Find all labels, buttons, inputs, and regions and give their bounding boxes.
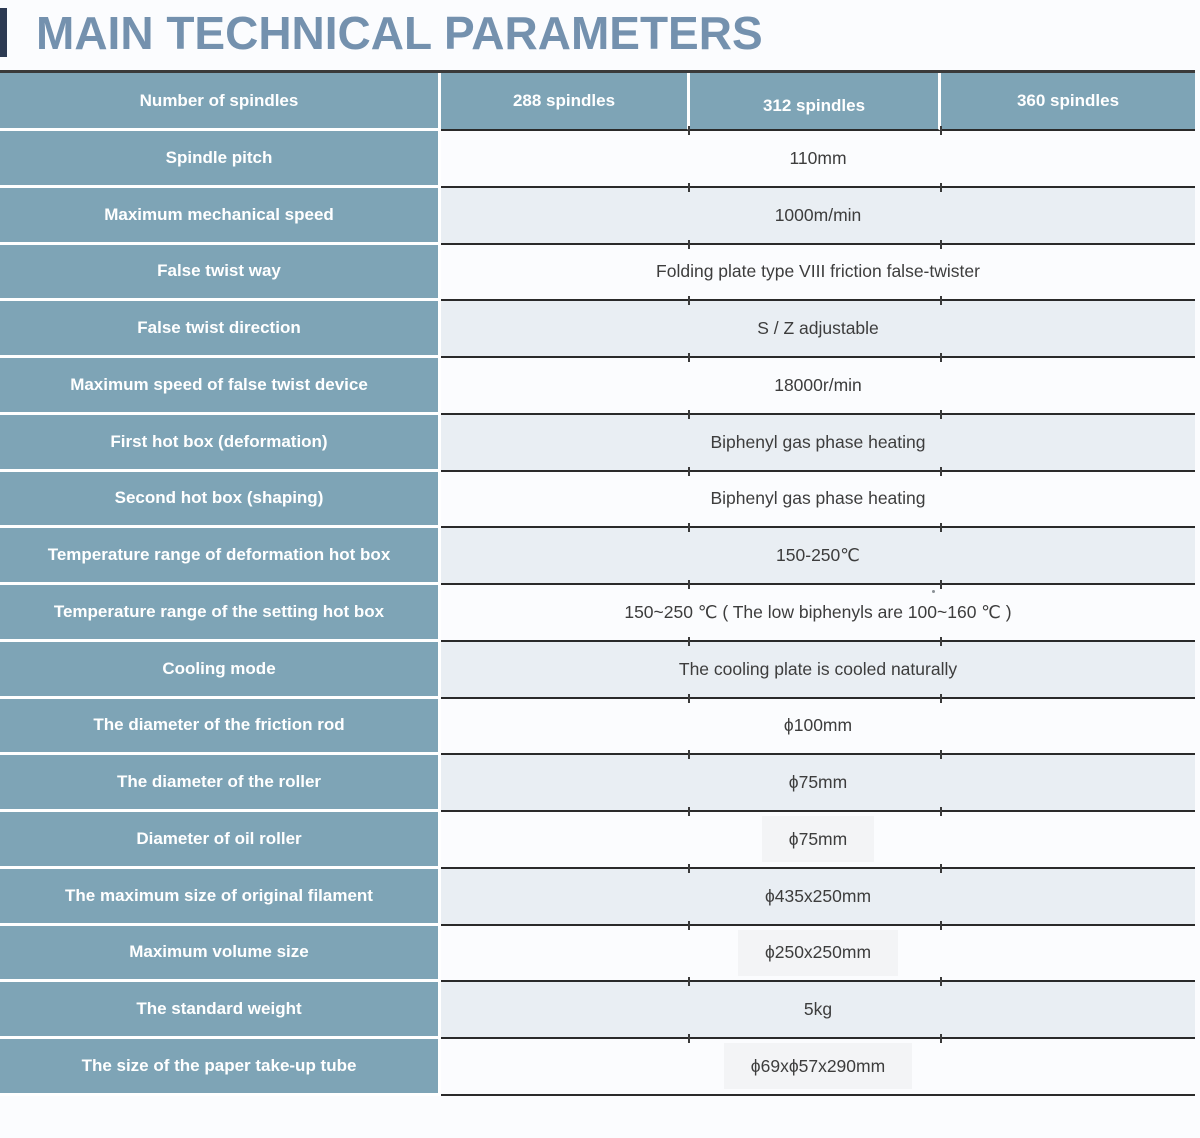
table-row: [0, 188, 1195, 245]
row-value: 5kg: [441, 982, 1195, 1039]
row-label: Cooling mode: [0, 642, 441, 699]
row-value: 18000r/min: [441, 358, 1195, 415]
row-value: S / Z adjustable: [441, 301, 1195, 358]
row-value: [441, 926, 1195, 983]
row-label: Spindle pitch: [0, 131, 441, 188]
row-value: 150-250℃: [441, 528, 1195, 585]
table-body: [0, 131, 1195, 1096]
parameters-table: [0, 70, 1195, 1096]
row-label: Maximum speed of false twist device: [0, 358, 441, 415]
table-row: [0, 358, 1195, 415]
value-highlight-box: ϕ75mm: [762, 816, 874, 862]
row-label: Second hot box (shaping): [0, 472, 441, 529]
row-label: The maximum size of original filament: [0, 869, 441, 926]
table-row: [0, 301, 1195, 358]
table-row: [0, 472, 1195, 529]
row-value: 150~250 ℃ ( The low biphenyls are 100~160 ℃ ): [441, 585, 1195, 642]
row-label: The diameter of the roller: [0, 755, 441, 812]
row-value: 1000m/min: [441, 188, 1195, 245]
page-title: MAIN TECHNICAL PARAMETERS: [36, 7, 763, 59]
row-label: The diameter of the friction rod: [0, 699, 441, 756]
row-value: ϕ435x250mm: [441, 869, 1195, 926]
table-row: [0, 528, 1195, 585]
title-accent-bar: [0, 8, 7, 57]
table-row: [0, 585, 1195, 642]
table-header-row: [0, 73, 1195, 131]
value-highlight-box: ϕ69xϕ57x290mm: [724, 1043, 912, 1089]
table-row: [0, 982, 1195, 1039]
header-cell-312-spindles: [690, 73, 941, 131]
value-highlight-box: ϕ250x250mm: [738, 930, 898, 976]
table-row: [0, 926, 1195, 983]
row-label: First hot box (deformation): [0, 415, 441, 472]
header-cell-360-spindles: 360 spindles: [941, 73, 1195, 131]
row-label: Maximum mechanical speed: [0, 188, 441, 245]
row-label: Maximum volume size: [0, 926, 441, 983]
table-row: [0, 415, 1195, 472]
row-label: False twist direction: [0, 301, 441, 358]
row-value: ϕ100mm: [441, 699, 1195, 756]
table-row: [0, 131, 1195, 188]
table-row: [0, 642, 1195, 699]
row-label: The standard weight: [0, 982, 441, 1039]
table-row: [0, 812, 1195, 869]
row-value: Folding plate type VIII friction false-twister: [441, 245, 1195, 302]
row-label: Diameter of oil roller: [0, 812, 441, 869]
header-cell-288-spindles: 288 spindles: [441, 73, 690, 131]
row-label: Temperature range of the setting hot box: [0, 585, 441, 642]
header-cell-parameter: Number of spindles: [0, 73, 441, 131]
row-value: [441, 1039, 1195, 1096]
table-row: [0, 755, 1195, 812]
row-label: False twist way: [0, 245, 441, 302]
table-row: [0, 245, 1195, 302]
row-value: Biphenyl gas phase heating: [441, 415, 1195, 472]
row-value: [441, 812, 1195, 869]
row-label: The size of the paper take-up tube: [0, 1039, 441, 1096]
header-cell-312-label: 312 spindles: [762, 96, 866, 115]
row-value: 110mm: [441, 131, 1195, 188]
speck-artifact: [932, 590, 935, 593]
row-value: Biphenyl gas phase heating: [441, 472, 1195, 529]
row-label: Temperature range of deformation hot box: [0, 528, 441, 585]
table-row: [0, 699, 1195, 756]
table-row: [0, 869, 1195, 926]
row-value: ϕ75mm: [441, 755, 1195, 812]
row-value: The cooling plate is cooled naturally: [441, 642, 1195, 699]
table-row: [0, 1039, 1195, 1096]
